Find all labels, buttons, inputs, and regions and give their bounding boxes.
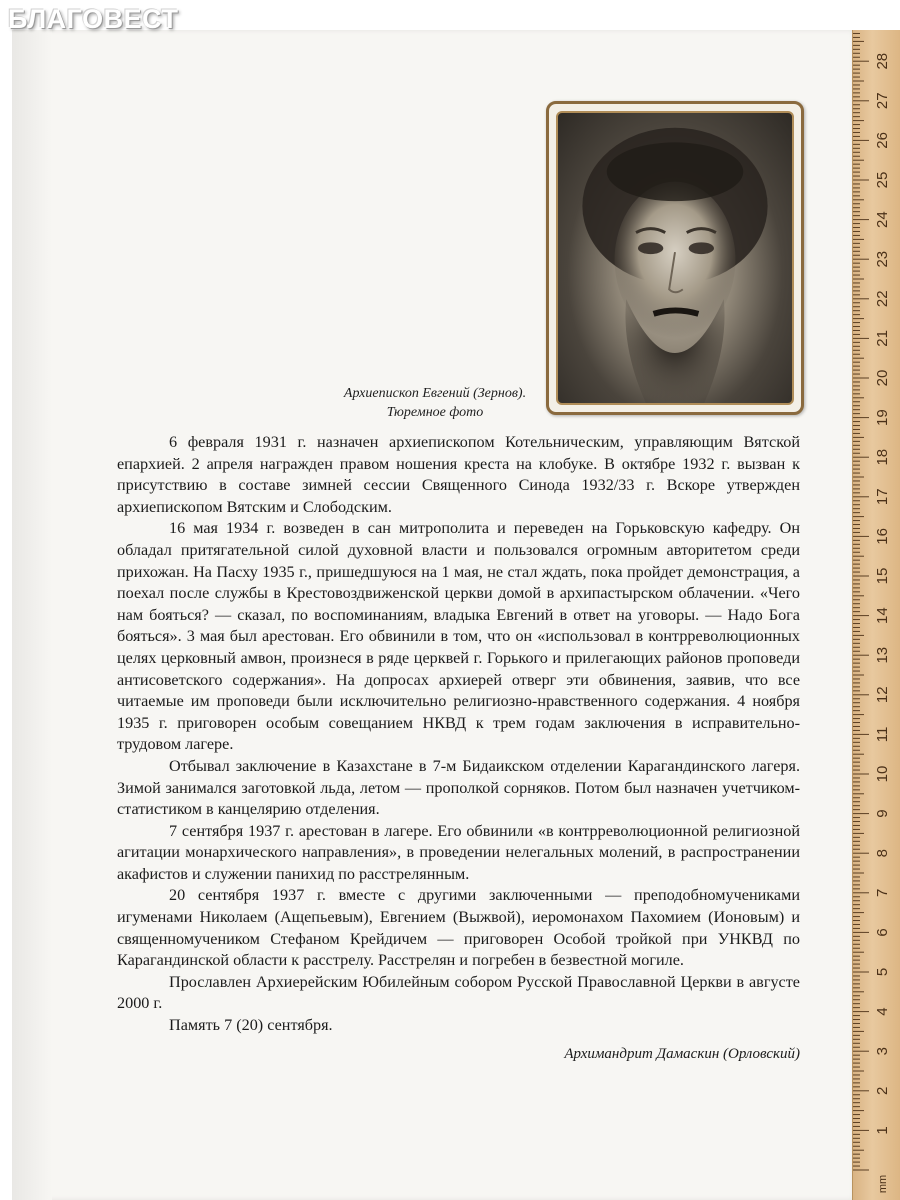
ruler-label: 3 [873, 1047, 891, 1056]
ruler-label: 10 [873, 765, 891, 783]
ruler-unit: mm [876, 1174, 889, 1194]
watermark-logo: БЛАГОВЕСТ [8, 4, 179, 34]
portrait-image [558, 113, 792, 403]
ruler-label: 15 [873, 567, 891, 585]
ruler-label: 11 [873, 726, 891, 743]
author-signature: Архимандрит Дамаскин (Орловский) [564, 1046, 800, 1062]
ruler-label: 13 [873, 646, 891, 664]
paragraph: 7 сентября 1937 г. арестован в лагере. Его обвинили «в контрреволюционной религиозной агитации монархического направления», в проведении нелегальных молений, в распространении акафистов и служении панихид по расстрелянным. [117, 821, 800, 883]
ruler-label: 5 [873, 967, 891, 977]
ruler-label: 20 [873, 369, 891, 387]
paragraph: 6 февраля 1931 г. назначен архиепископом Котельническим, управляющим Вятской епархией. 2 апреля награжден правом ношения креста на клобуке. В октябре 1932 г. вызван к присутствию в составе зимней сессии Священного Синода 1932/33 г. Вскоре утвержден архиепископом Вятским и Слободским. [117, 433, 800, 516]
photo-caption [330, 384, 540, 422]
ruler-label: 28 [873, 52, 891, 70]
ruler-label: 26 [873, 132, 891, 149]
ruler-label: 27 [873, 92, 891, 110]
ruler-scale [853, 30, 900, 1200]
ruler-label: 9 [873, 809, 891, 818]
paragraph: Отбывал заключение в Казахстане в 7-м Бидаикском отделении Карагандинского лагеря. Зимой занимался заготовкой льда, летом — прополкой сорняков. Потом был назначен учетчиком-статистиком в канцелярию отделения. [117, 756, 800, 819]
paragraph: Прославлен Архиерейским Юбилейным собором Русской Православной Церкви в августе 2000 г. [117, 972, 800, 1013]
page-gutter-shadow [12, 30, 52, 1200]
ruler-label: 1 [873, 1126, 891, 1135]
ruler-label: 23 [873, 250, 891, 268]
ruler-label: 12 [873, 686, 891, 704]
ruler-label: 18 [873, 448, 891, 466]
paragraph: Память 7 (20) сентября. [169, 1016, 333, 1035]
ruler-label: 24 [873, 211, 891, 228]
article-body [117, 432, 800, 1037]
ruler-label: 21 [873, 330, 891, 347]
caption-line-2: Тюремное фото [386, 405, 484, 420]
ruler-label: 14 [873, 607, 891, 624]
portrait-photo [556, 111, 794, 405]
ruler-label: 7 [873, 888, 891, 897]
ruler-label: 16 [873, 528, 891, 545]
portrait-frame [546, 101, 804, 415]
ruler-label: 8 [873, 849, 891, 858]
ruler-label: 25 [873, 171, 891, 189]
ruler [852, 30, 900, 1200]
ruler-label: 2 [873, 1086, 891, 1095]
ruler-label: 19 [873, 409, 891, 426]
ruler-label: 6 [873, 928, 891, 937]
paragraph: 20 сентября 1937 г. вместе с другими заключенными — преподобномучениками игуменами Николаем (Ащепьевым), Евгением (Выжвой), иеромонахом Пахомием (Ионовым) и священномучеником Стефаном Крейдичем — приговорен Особой тройкой при УНКВД по Карагандинской области к расстрелу. Расстрелян и погребен в безвестной могиле. [117, 886, 800, 970]
ruler-label: 22 [873, 290, 891, 308]
caption-line-1: Архиепископ Евгений (Зернов). [343, 386, 527, 401]
ruler-label: 4 [873, 1007, 891, 1016]
paragraph: 16 мая 1934 г. возведен в сан митрополита и переведен на Горьковскую кафедру. Он обладал притягательной силой духовной власти и пользовался огромным авторитетом среди прихожан. На Пасху 1935 г., пришедшуюся на 1 мая, не стал ждать, пока пройдет демонстрация, а поехал после службы в Крестовоздвиженской церкви домой в архипастырском облачении. «Чего нам бояться? — сказал, по воспоминаниям, владыка Евгений в ответ на уговоры. — Надо Бога бояться». 3 мая был арестован. Его обвинили в том, что он «использовал в контрреволюционных целях церковный амвон, произнеся в ряде церквей г. Горького и прилегающих районов проповеди антисоветского содержания». На допросах архиерей отверг эти обвинения, заявив, что все читаемые им проповеди были исключительно религиозно-нравственного содержания. 4 ноября 1935 г. приговорен особым совещанием НКВД к трем годам заключения в исправительно-трудовом лагере. [117, 519, 800, 754]
ruler-label: 17 [873, 488, 891, 506]
